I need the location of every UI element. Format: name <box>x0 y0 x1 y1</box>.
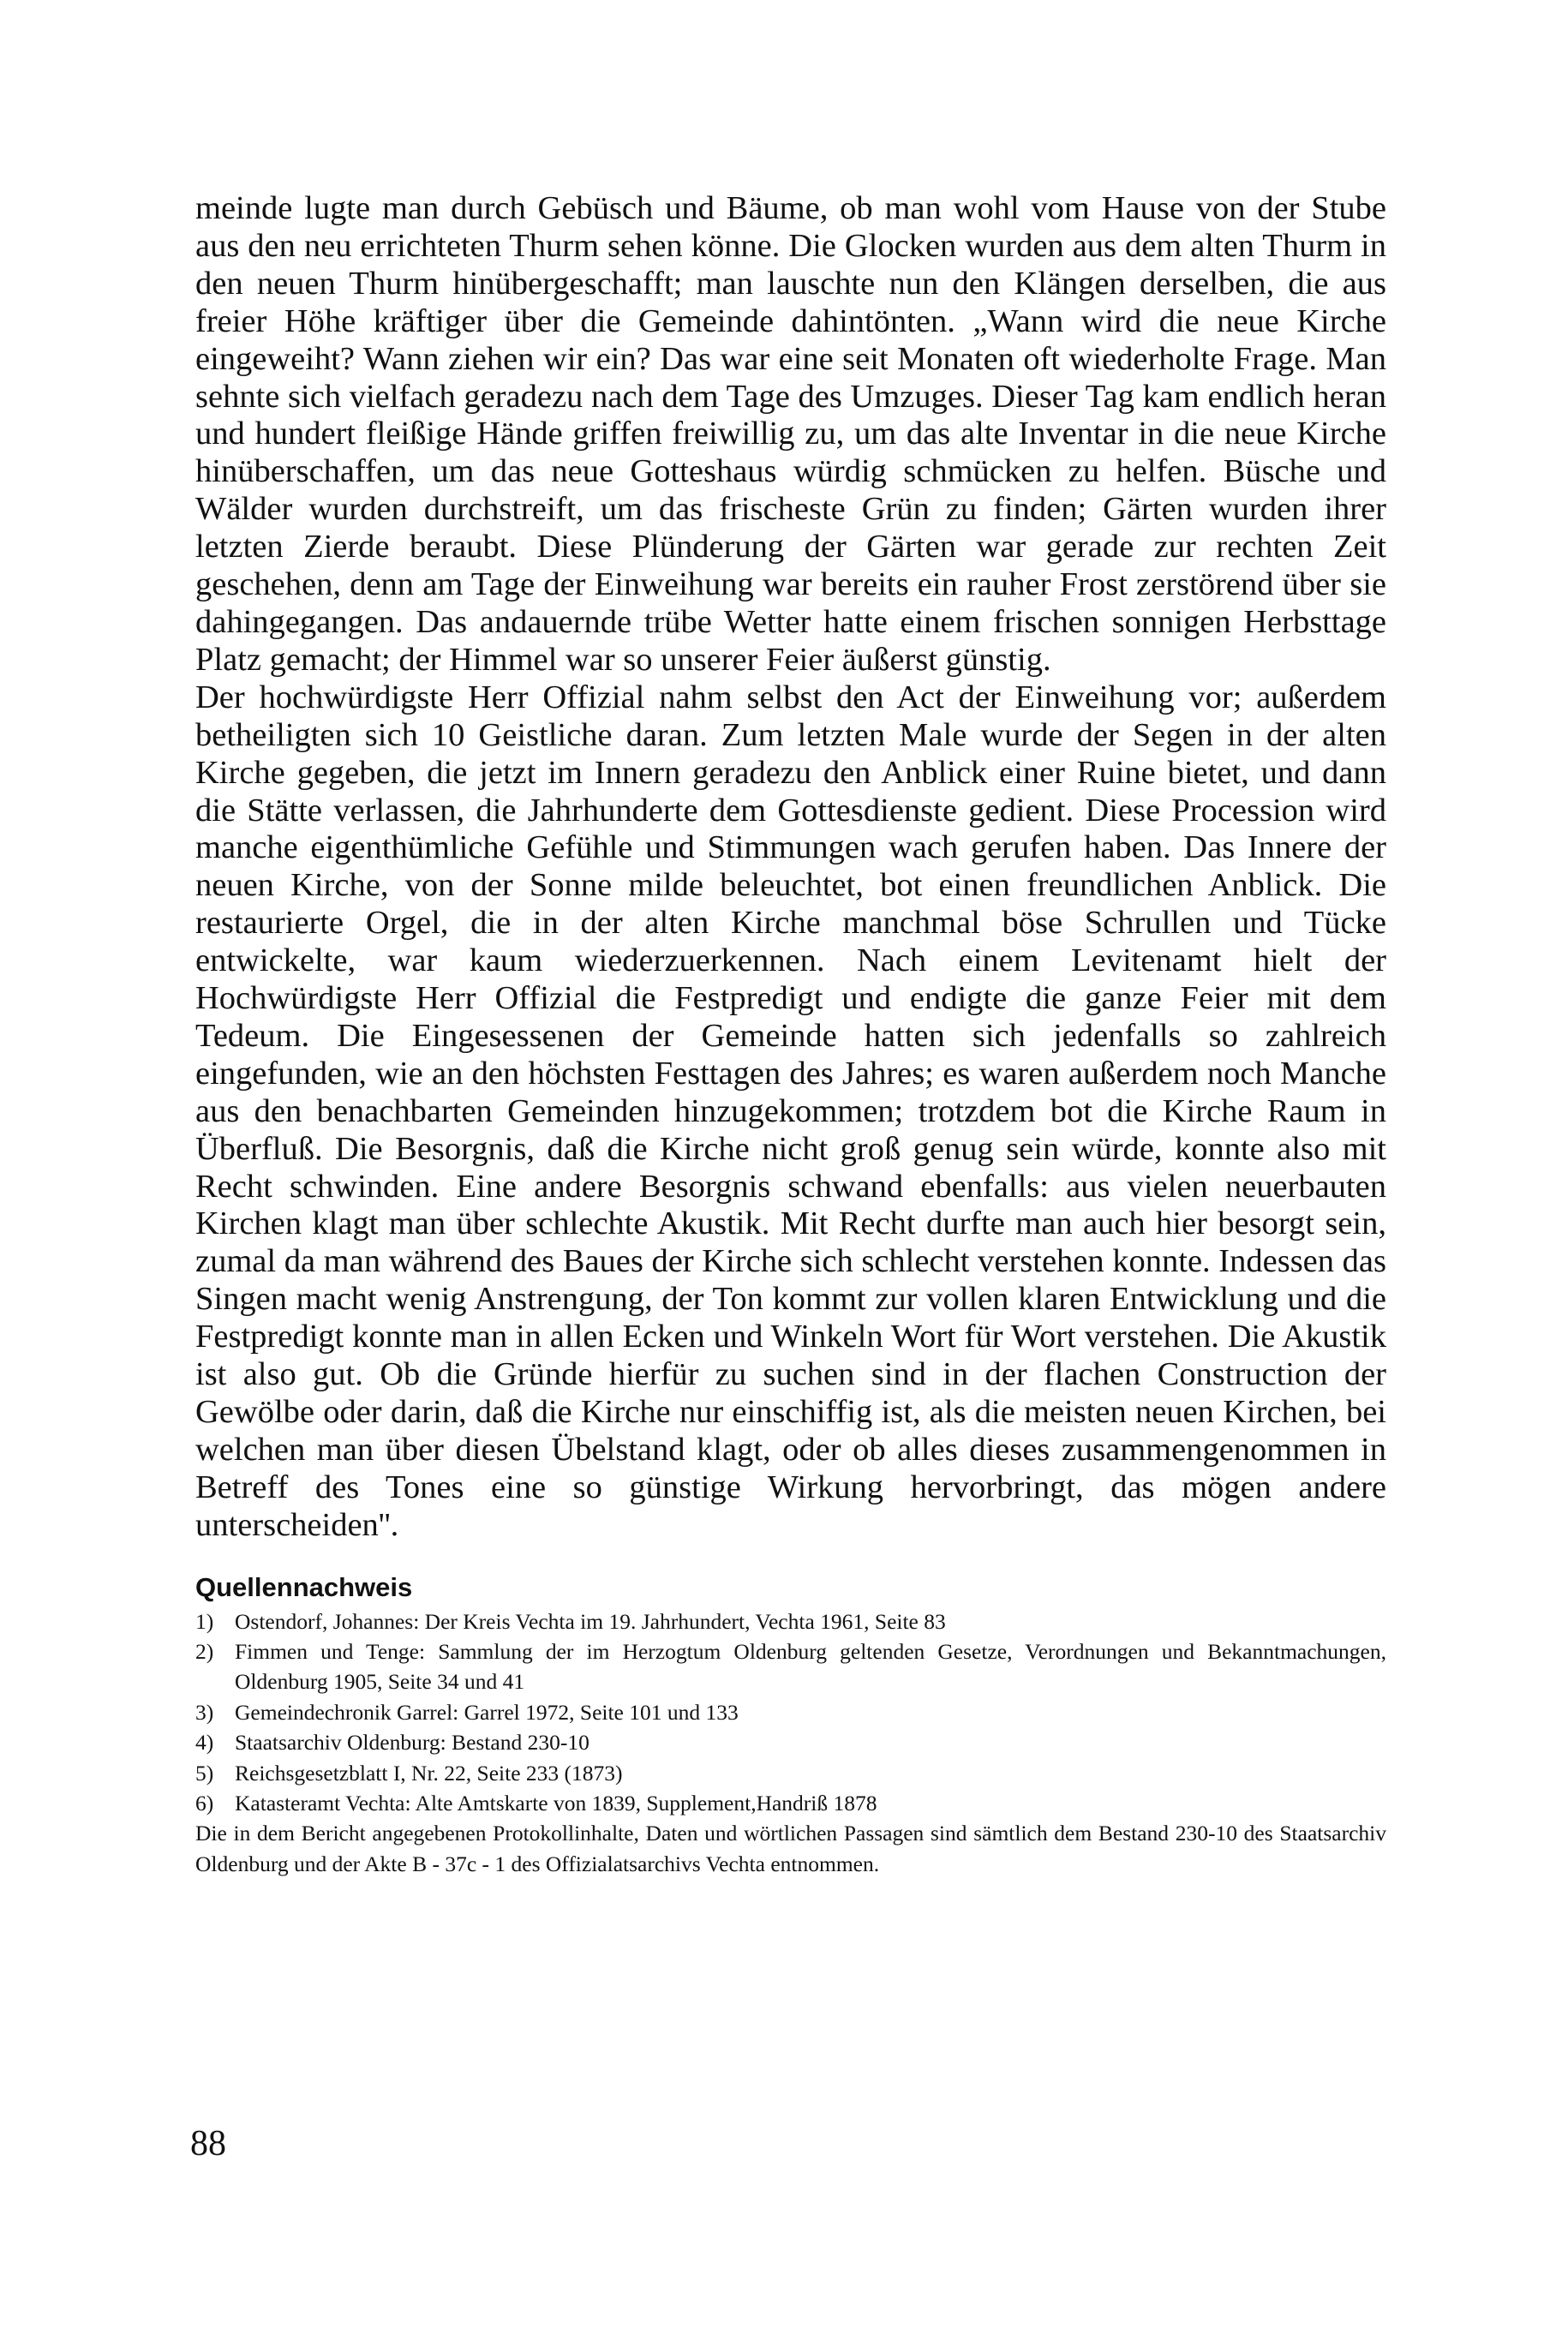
source-text: Fimmen und Tenge: Sammlung der im Herzogtum Oldenburg geltenden Gesetze, Verordnungen und Bekanntmachungen, Oldenburg 1905, Seite 34 und 41 <box>235 1639 1386 1695</box>
source-text: Staatsarchiv Oldenburg: Bestand 230-10 <box>235 1730 589 1756</box>
document-page <box>195 190 1386 1879</box>
source-text: Reichsgesetzblatt I, Nr. 22, Seite 233 (1873) <box>235 1760 623 1786</box>
source-number: 6) <box>195 1791 214 1816</box>
sources-list <box>195 1606 1386 1819</box>
source-text: Ostendorf, Johannes: Der Kreis Vechta im 19. Jahrhundert, Vechta 1961, Seite 83 <box>235 1608 946 1634</box>
sources-heading: Quellennachweis <box>195 1571 413 1602</box>
source-number: 5) <box>195 1760 214 1786</box>
source-number: 1) <box>195 1608 214 1634</box>
source-number: 3) <box>195 1699 214 1725</box>
sources-note: Die in dem Bericht angegebenen Protokollinhalte, Daten und wörtlichen Passagen sind sämtlich dem Bestand 230-10 des Staatsarchiv Oldenburg und der Akte B - 37c - 1 des Offizialatsarchivs Vechta entnommen. <box>195 1821 1386 1876</box>
source-text: Katasteramt Vechta: Alte Amtskarte von 1839, Supplement,Handriß 1878 <box>235 1791 877 1816</box>
source-item <box>195 1788 1386 1818</box>
body-paragraph-2: Der hochwürdigste Herr Offizial nahm selbst den Act der Einweihung vor; außerdem betheiligten sich 10 Geistliche daran. Zum letzten Male wurde der Segen in der alten Kirche gegeben, die jetzt im Innern geradezu den Anblick einer Ruine bietet, und dann die Stätte verlassen, die Jahrhunderte dem Gottesdienste gedient. Diese Procession wird manche eigenthümliche Gefühle und Stimmungen wach gerufen haben. Das Innere der neuen Kirche, von der Sonne milde beleuchtet, bot einen freundlichen Anblick. Die restaurierte Orgel, die in der alten Kirche manchmal böse Schrullen und Tücke entwickelte, war kaum wiederzuerkennen. Nach einem Levitenamt hielt der Hochwürdigste Herr Offizial die Festpredigt und endigte die ganze Feier mit dem Tedeum. Die Eingesessenen der Gemeinde hatten sich jedenfalls so zahlreich eingefunden, wie an den höchsten Festtagen des Jahres; es waren außerdem noch Manche aus den benachbarten Gemeinden hinzugekommen; trotzdem bot die Kirche Raum in Überfluß. Die Besorgnis, daß die Kirche nicht groß genug sein würde, konnte also mit Recht schwinden. Eine andere Besorgnis schwand ebenfalls: aus vielen neuerbauten Kirchen klagt man über schlechte Akustik. Mit Recht durfte man auch hier besorgt sein, zumal da man während des Baues der Kirche sich schlecht verstehen konnte. Indessen das Singen macht wenig Anstrengung, der Ton kommt zur vollen klaren Entwicklung und die Festpredigt konnte man in allen Ecken und Winkeln Wort für Wort verstehen. Die Akustik ist also gut. Ob die Gründe hierfür zu suchen sind in der flachen Construction der Gewölbe oder darin, daß die Kirche nur einschiffig ist, als die meisten neuen Kirchen, bei welchen man über diesen Übelstand klagt, oder ob alles dieses zusammengenommen in Betreff des Tones eine so günstige Wirkung hervorbringt, das mögen andere unterscheiden''. <box>195 679 1386 1543</box>
sources-section <box>195 1570 1386 1880</box>
source-item <box>195 1758 1386 1788</box>
source-item <box>195 1727 1386 1757</box>
source-item <box>195 1697 1386 1727</box>
source-number: 2) <box>195 1639 214 1665</box>
source-item <box>195 1636 1386 1697</box>
source-text: Gemeindechronik Garrel: Garrel 1972, Seite 101 und 133 <box>235 1699 739 1725</box>
body-paragraph-1: meinde lugte man durch Gebüsch und Bäume, ob man wohl vom Hause von der Stube aus den neu errichteten Thurm sehen könne. Die Glocken wurden aus dem alten Thurm in den neuen Thurm hinübergeschafft; man lauschte nun den Klängen derselben, die aus freier Höhe kräftiger über die Gemeinde dahintönten. „Wann wird die neue Kirche eingeweiht? Wann ziehen wir ein? Das war eine seit Monaten oft wiederholte Frage. Man sehnte sich vielfach geradezu nach dem Tage des Umzuges. Dieser Tag kam endlich heran und hundert fleißige Hände griffen freiwillig zu, um das alte Inventar in die neue Kirche hinüberschaffen, um das neue Gotteshaus würdig schmücken zu helfen. Büsche und Wälder wurden durchstreift, um das frischeste Grün zu finden; Gärten wurden ihrer letzten Zierde beraubt. Diese Plünderung der Gärten war gerade zur rechten Zeit geschehen, denn am Tage der Einweihung war bereits ein rauher Frost zerstörend über sie dahingegangen. Das andauernde trübe Wetter hatte einem frischen sonnigen Herbsttage Platz gemacht; der Himmel war so unserer Feier äußerst günstig. <box>195 190 1386 678</box>
source-item <box>195 1606 1386 1636</box>
source-number: 4) <box>195 1730 214 1756</box>
page-number: 88 <box>190 2124 226 2163</box>
